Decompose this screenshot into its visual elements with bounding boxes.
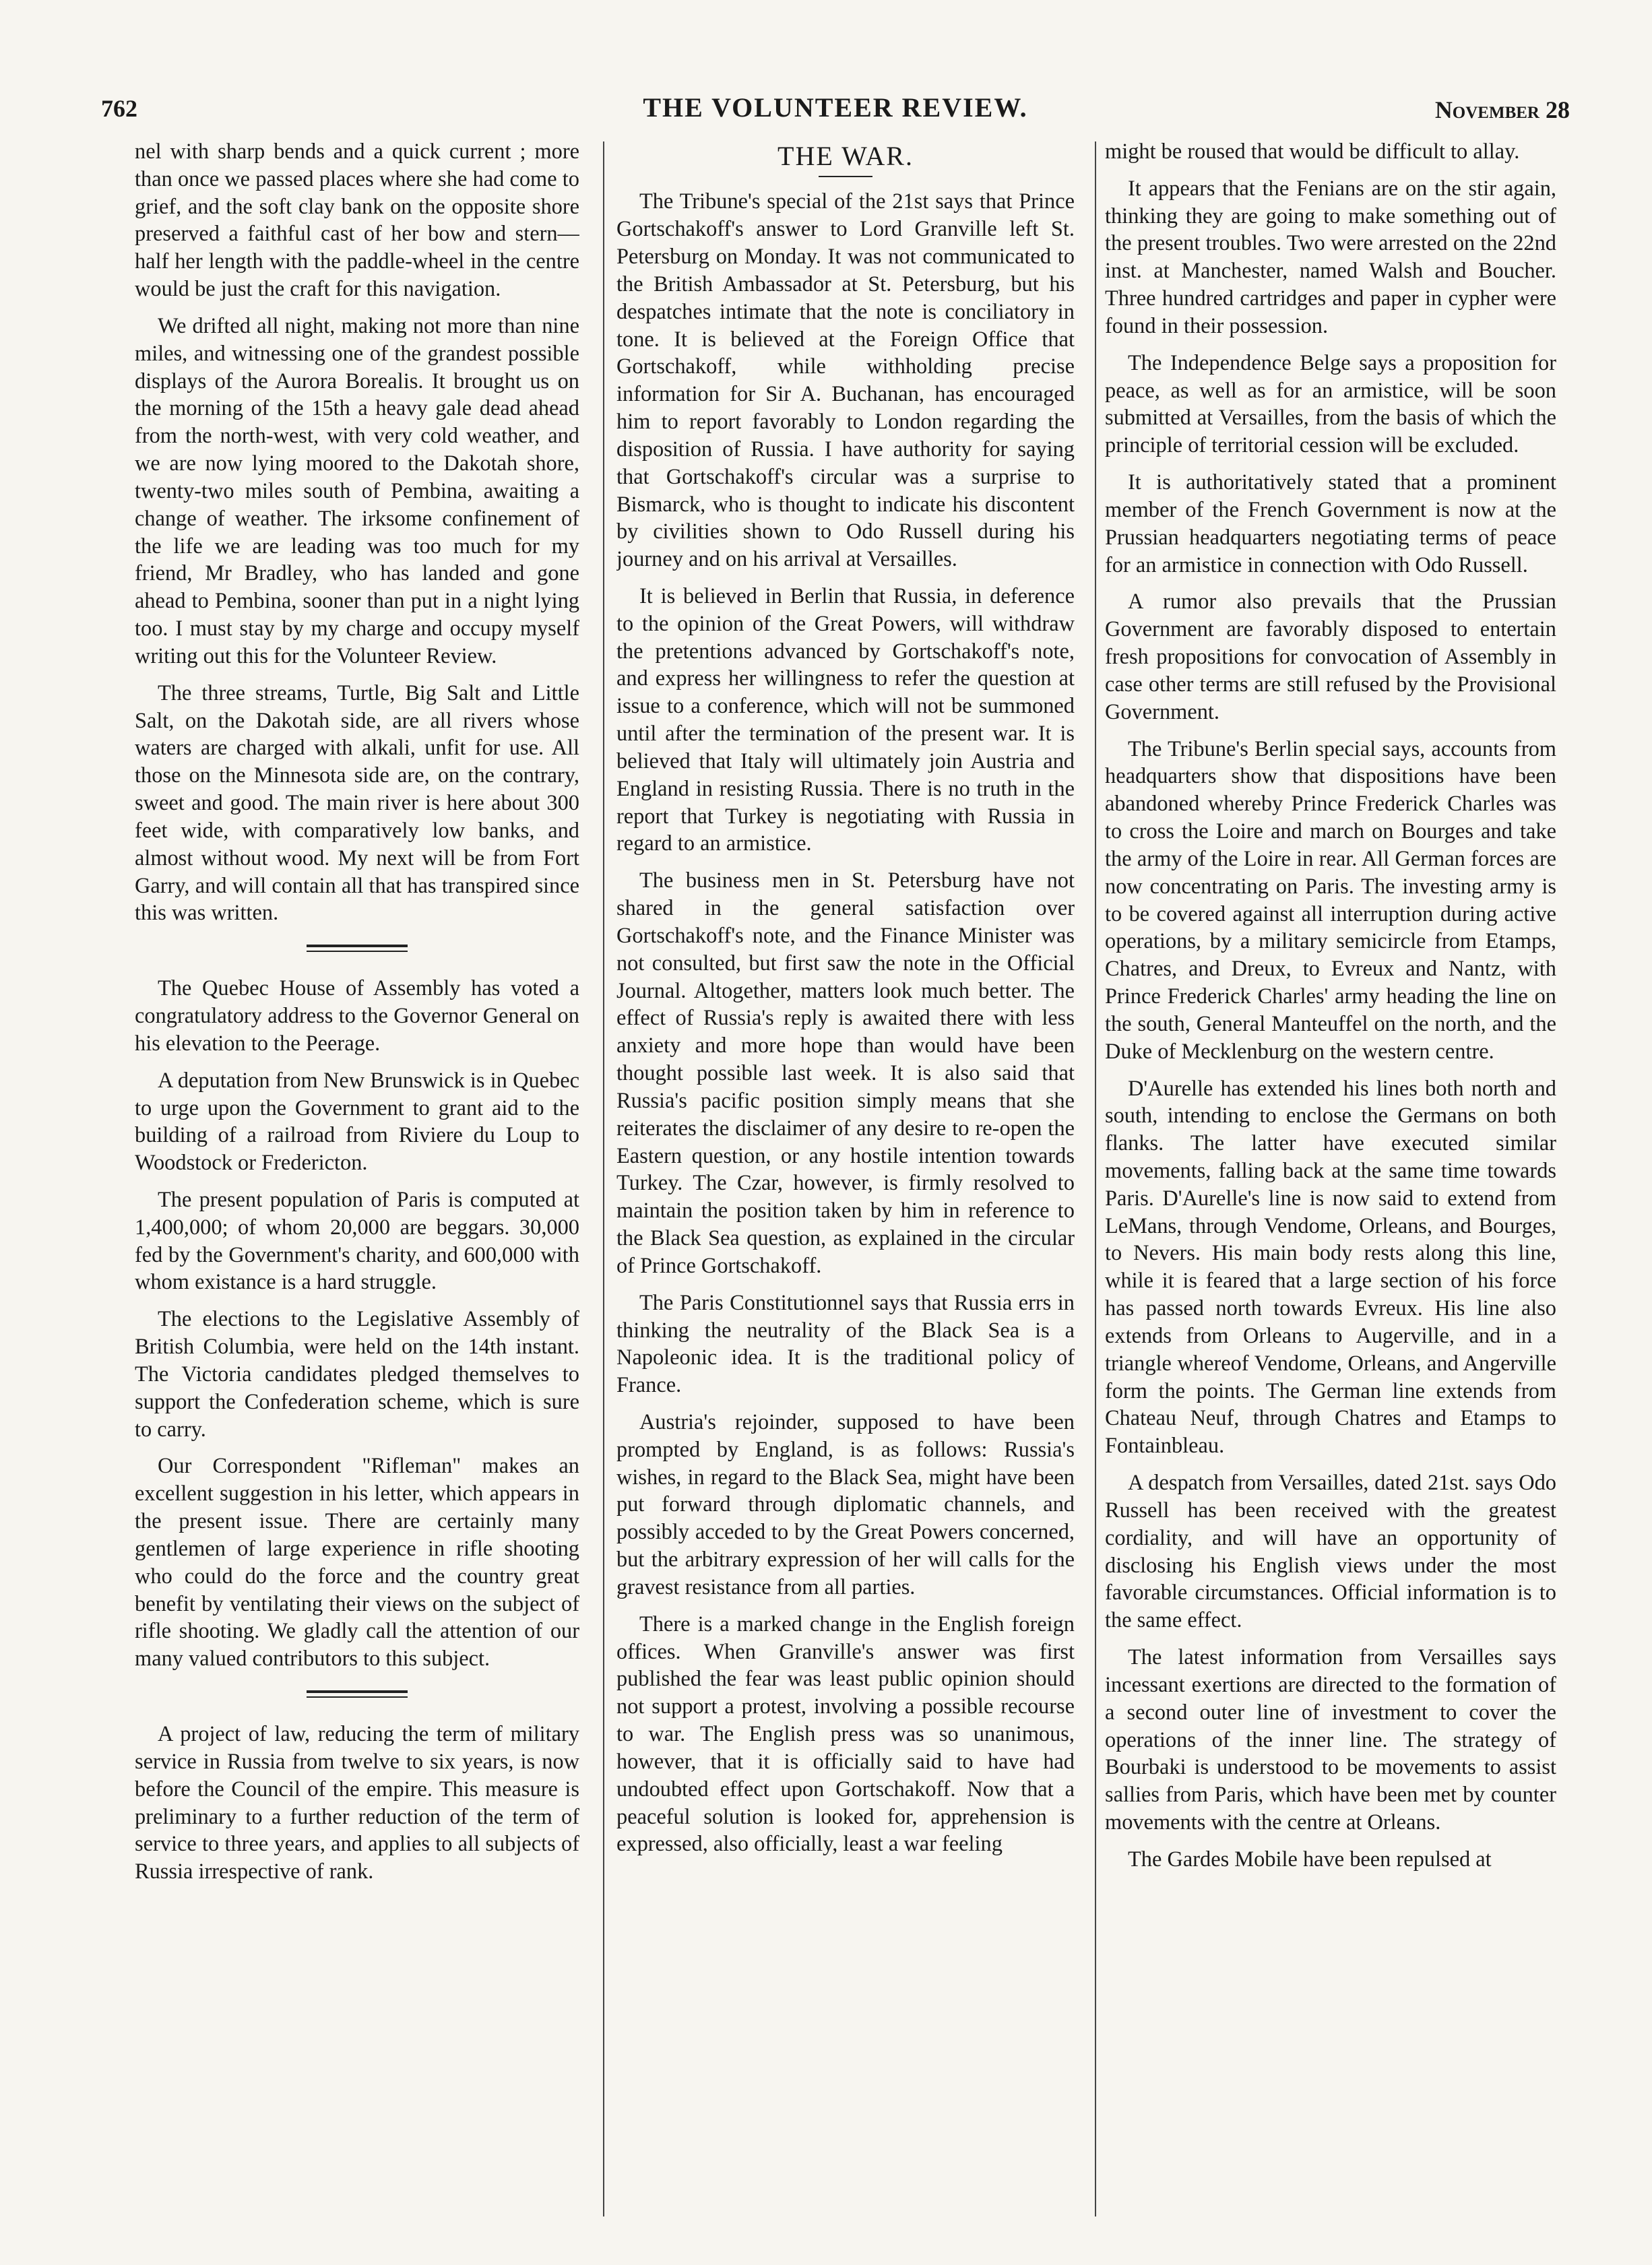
article-paragraph: The Gardes Mobile have been repulsed at xyxy=(1128,1847,1492,1872)
article-paragraph: nel with sharp bends and a quick current ; more than once we passed places where she had come to grief, and the soft clay bank on the opposite shore preserved a faithful cast of her bow and stern—half her length with the paddle-wheel in the centre would be just the craft for this navigation. xyxy=(135,139,579,302)
article-paragraph: The latest information from Versailles says incessant exertions are directed to the formation of a second outer line of investment to cover the operations of the inner line. The strategy of Bourbaki is understood to be movements to assist sallies from Paris, which have been met by counter movements with the centre at Orleans. xyxy=(1105,1645,1556,1835)
heading-rule xyxy=(819,176,872,177)
article-paragraph: Our Correspondent "Rifleman" makes an excellent suggestion in his letter, which appears in the present issue. There are certainly many gentlemen of large experience in rifle shooting who could do the force and the country great benefit by ventilating their views on the subject of rifle shooting. We gladly call the attention of our many valued contributors to this subject. xyxy=(135,1454,579,1671)
page-header xyxy=(101,88,1570,141)
article-paragraph: It is believed in Berlin that Russia, in deference to the opinion of the Great Powers, will withdraw the pretentions advanced by Gortschakoff's note, and express her willingness to refer the question at issue to a conference, which will not be summoned until after the termination of the present war. It is believed that Italy will ultimately join Austria and England in resisting Russia. There is no truth in the report that Turkey is negotiating with Russia in regard to an armistice. xyxy=(616,583,1075,856)
article-paragraph: might be roused that would be difficult to allay. xyxy=(1105,139,1520,164)
column-divider xyxy=(603,141,604,2216)
article-paragraph: The present population of Paris is computed at 1,400,000; of whom 20,000 are beggars. 30,000 fed by the Government's charity, and 600,000 with whom existance is a hard struggle. xyxy=(135,1187,579,1295)
article-paragraph: We drifted all night, making not more than nine miles, and witnessing one of the grandest possible displays of the Aurora Borealis. It brought us on the morning of the 15th a heavy gale dead ahead from the north-west, with very cold weather, and we are now lying moored to the Dakotah shore, twenty-two miles south of Pembina, awaiting a change of weather. The irksome confinement of the life we are leading was too much for my friend, Mr Bradley, who has landed and gone ahead to Pembina, sooner than put in a night lying too. I must stay by my charge and occupy myself writing out this for the Volunteer Review. xyxy=(135,313,579,668)
section-separator xyxy=(307,1690,408,1698)
article-paragraph: It is authoritatively stated that a prominent member of the French Government is now at the Prussian headquarters negotiating terms of peace for an armistice in connection with Odo Russell. xyxy=(1105,470,1556,577)
article-paragraph: It appears that the Fenians are on the stir again, thinking they are going to make something out of the present troubles. Two were arrested on the 22nd inst. at Manchester, named Walsh and Boucher. Three hundred cartridges and paper in cypher were found in their possession. xyxy=(1105,176,1556,338)
column-2 xyxy=(616,138,1075,2220)
publication-title: THE VOLUNTEER REVIEW. xyxy=(643,92,1028,123)
article-paragraph: The Tribune's Berlin special says, accounts from headquarters show that dispositions have been abandoned whereby Prince Frederick Charles was to cross the Loire and march on Bourges and take the army of the Loire in rear. All German forces are now concentrating on Paris. The investing army is to be covered against all interruption during active operations, by a military semicircle from Etamps, Chatres, and Dreux, to Evreux and Nantz, with Prince Frederick Charles' army heading the line on the south, General Manteuffel on the north, and the Duke of Mecklenburg on the western centre. xyxy=(1105,736,1556,1064)
article-paragraph: D'Aurelle has extended his lines both north and south, intending to enclose the Germans on both flanks. The latter have executed similar movements, falling back at the same time towards Paris. D'Aurelle's line is now said to extend from LeMans, through Vendome, Orleans, and Bourges, to Nevers. His main body rests along this line, while it is feared that a large section of his force has passed north towards Evreux. His line also extends from Orleans to Augerville, and in a triangle whereof Vendome, Orleans, and Angerville form the points. The German line extends from Chateau Neuf, through Chatres and Etamps to Fontainbleau. xyxy=(1105,1076,1556,1459)
section-separator xyxy=(307,945,408,952)
page-number: 762 xyxy=(101,95,137,122)
column-1 xyxy=(135,138,579,2220)
article-paragraph: A rumor also prevails that the Prussian Government are favorably disposed to entertain fresh propositions for convocation of Assembly in case other terms are still refused by the Provisional Government. xyxy=(1105,589,1556,724)
article-paragraph: The Paris Constitutionnel says that Russia errs in thinking the neutrality of the Black Sea is a Napoleonic idea. It is the traditional policy of France. xyxy=(616,1290,1075,1398)
article-paragraph: The business men in St. Petersburg have not shared in the general satisfaction over Gortschakoff's note, and the Finance Minister was not consulted, but first saw the note in the Official Journal. Altogether, matters look much better. The effect of Russia's reply is awaited there with less anxiety and more hope than would have been thought possible last week. It is also said that Russia's pacific position simply means that she reiterates the disclaimer of any desire to re-open the Eastern question, or any hostile intention towards Turkey. The Czar, however, is firmly resolved to maintain the position taken by him in reference to the Black Sea question, as explained in the circular of Prince Gortschakoff. xyxy=(616,868,1075,1278)
article-paragraph: A project of law, reducing the term of military service in Russia from twelve to six years, is now before the Council of the empire. This measure is preliminary to a further reduction of the term of service to three years, and applies to all subjects of Russia irrespective of rank. xyxy=(135,1722,579,1884)
article-paragraph: A despatch from Versailles, dated 21st. says Odo Russell has been received with the greatest cordiality, and will have an opportunity of disclosing his English views under the most favorable circumstances. Official information is to the same effect. xyxy=(1105,1471,1556,1633)
article-paragraph: The three streams, Turtle, Big Salt and Little Salt, on the Dakotah side, are all rivers whose waters are charged with alkali, unfit for use. All those on the Minnesota side are, on the contrary, sweet and good. The main river is here about 300 feet wide, with comparatively low banks, and almost without wood. My next will be from Fort Garry, and will contain all that has transpired since this was written. xyxy=(135,680,579,926)
article-paragraph: A deputation from New Brunswick is in Quebec to urge upon the Government to grant aid to the building of a railroad from Riviere du Loup to Woodstock or Fredericton. xyxy=(135,1068,579,1176)
article-paragraph: The elections to the Legislative Assembly of British Columbia, were held on the 14th instant. The Victoria candidates pledged themselves to support the Confederation scheme, which is sure to carry. xyxy=(135,1307,579,1442)
article-paragraph: The Quebec House of Assembly has voted a congratulatory address to the Governor General on his elevation to the Peerage. xyxy=(135,976,579,1056)
article-paragraph: The Tribune's special of the 21st says that Prince Gortschakoff's answer to Lord Granville left St. Petersburg on Monday. It was not communicated to the British Ambassador at St. Petersburg, but his despatches intimate that the note is conciliatory in tone. It is believed at the Foreign Office that Gortschakoff, while withholding precise information for Sir A. Buchanan, has encouraged him to report favorably to London regarding the disposition of Russia. I have authority for saying that Gortschakoff's circular was a surprise to Bismarck, who is thought to indicate his discontent by civilities shown to Odo Russell during his journey and on his arrival at Versailles. xyxy=(616,189,1075,572)
article-paragraph: Austria's rejoinder, supposed to have been prompted by England, is as follows: Russia's wishes, in regard to the Black Sea, might have been put forward through diplomatic channels, and possibly acceded to by the Great Powers concerned, but the arbitrary expression of her will calls for the gravest resistance from all parties. xyxy=(616,1410,1075,1599)
article-paragraph: There is a marked change in the English foreign offices. When Granville's answer was first published the fear was least public opinion should not support a protest, involving a possible recourse to war. The English press was so unanimous, however, that it is officially said to have had undoubted effect upon Gortschakoff. Now that a peaceful solution is looked for, apprehension is expressed, also officially, least a war feeling xyxy=(616,1612,1075,1857)
column-3 xyxy=(1105,138,1556,2220)
article-paragraph: The Independence Belge says a proposition for peace, as well as for an armistice, will be soon submitted at Versailles, from the basis of which the principle of territorial cession will be excluded. xyxy=(1105,350,1556,458)
issue-date: November 28 xyxy=(1434,96,1570,123)
column-divider xyxy=(1095,141,1096,2216)
section-heading: THE WAR. xyxy=(777,141,914,171)
